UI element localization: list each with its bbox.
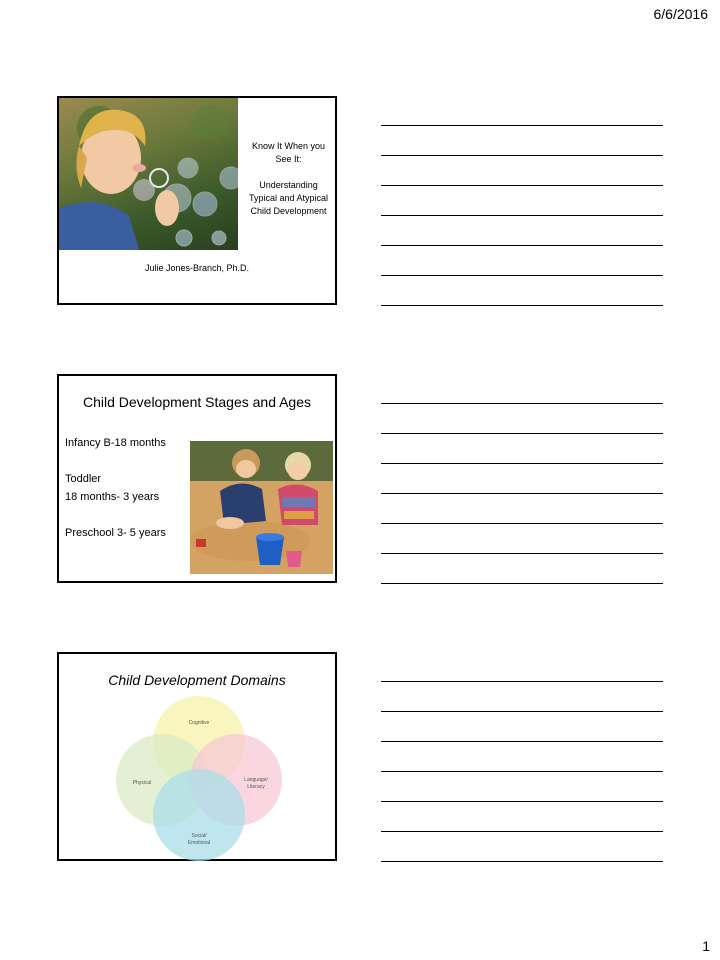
- cognitive-label: Cognitive: [188, 720, 210, 726]
- notes-lines-2: [381, 374, 663, 584]
- child-blowing-bubbles-photo: [59, 98, 238, 250]
- development-domains-venn-diagram: [109, 692, 289, 862]
- note-line: [381, 832, 663, 862]
- note-line: [381, 216, 663, 246]
- note-line: [381, 374, 663, 404]
- note-line: [381, 276, 663, 306]
- notes-lines-3: [381, 652, 663, 862]
- title-line: Child Development: [250, 206, 327, 216]
- note-line: [381, 404, 663, 434]
- title-line: Typical and Atypical: [248, 193, 329, 203]
- note-line: [381, 802, 663, 832]
- children-playing-in-sandbox-photo: [190, 441, 333, 574]
- title-line: See It:: [275, 154, 302, 164]
- note-line: [381, 126, 663, 156]
- note-line: [381, 434, 663, 464]
- stage-toddler-label: Toddler: [65, 473, 102, 485]
- slide-thumbnail-3: [57, 652, 337, 861]
- slide-1-title: [242, 140, 335, 218]
- slide-thumbnail-1: [57, 96, 337, 305]
- title-line-gap: [242, 166, 335, 179]
- note-line: [381, 742, 663, 772]
- note-line: [381, 554, 663, 584]
- note-line: [381, 524, 663, 554]
- slide-2-title: Child Development Stages and Ages: [82, 394, 312, 410]
- slide-thumbnail-2: [57, 374, 337, 583]
- physical-label: Physical: [132, 780, 152, 786]
- note-line: [381, 246, 663, 276]
- note-line: [381, 772, 663, 802]
- notes-lines-1: [381, 96, 663, 306]
- slide-3-title: Child Development Domains: [108, 672, 286, 688]
- note-line: [381, 464, 663, 494]
- note-line: [381, 652, 663, 682]
- social-circle: [153, 769, 245, 861]
- note-line: [381, 682, 663, 712]
- note-line: [381, 494, 663, 524]
- stage-toddler-range: 18 months- 3 years: [65, 491, 160, 503]
- slide-1-author: Julie Jones-Branch, Ph.D.: [144, 263, 250, 273]
- stage-preschool: Preschool 3- 5 years: [65, 527, 166, 539]
- note-line: [381, 156, 663, 186]
- note-line: [381, 712, 663, 742]
- language-label-line2: Literacy: [247, 784, 265, 790]
- title-line: Understanding: [259, 180, 318, 190]
- social-label-line1: Social/: [191, 833, 207, 839]
- note-line: [381, 96, 663, 126]
- note-line: [381, 186, 663, 216]
- language-label-line1: Language/: [244, 777, 268, 783]
- social-label-line2: Emotional: [187, 840, 211, 846]
- title-line: Know It When you: [251, 141, 326, 151]
- stage-infancy: Infancy B-18 months: [65, 437, 166, 449]
- page-number: 1: [702, 938, 710, 954]
- page-date: 6/6/2016: [653, 6, 708, 22]
